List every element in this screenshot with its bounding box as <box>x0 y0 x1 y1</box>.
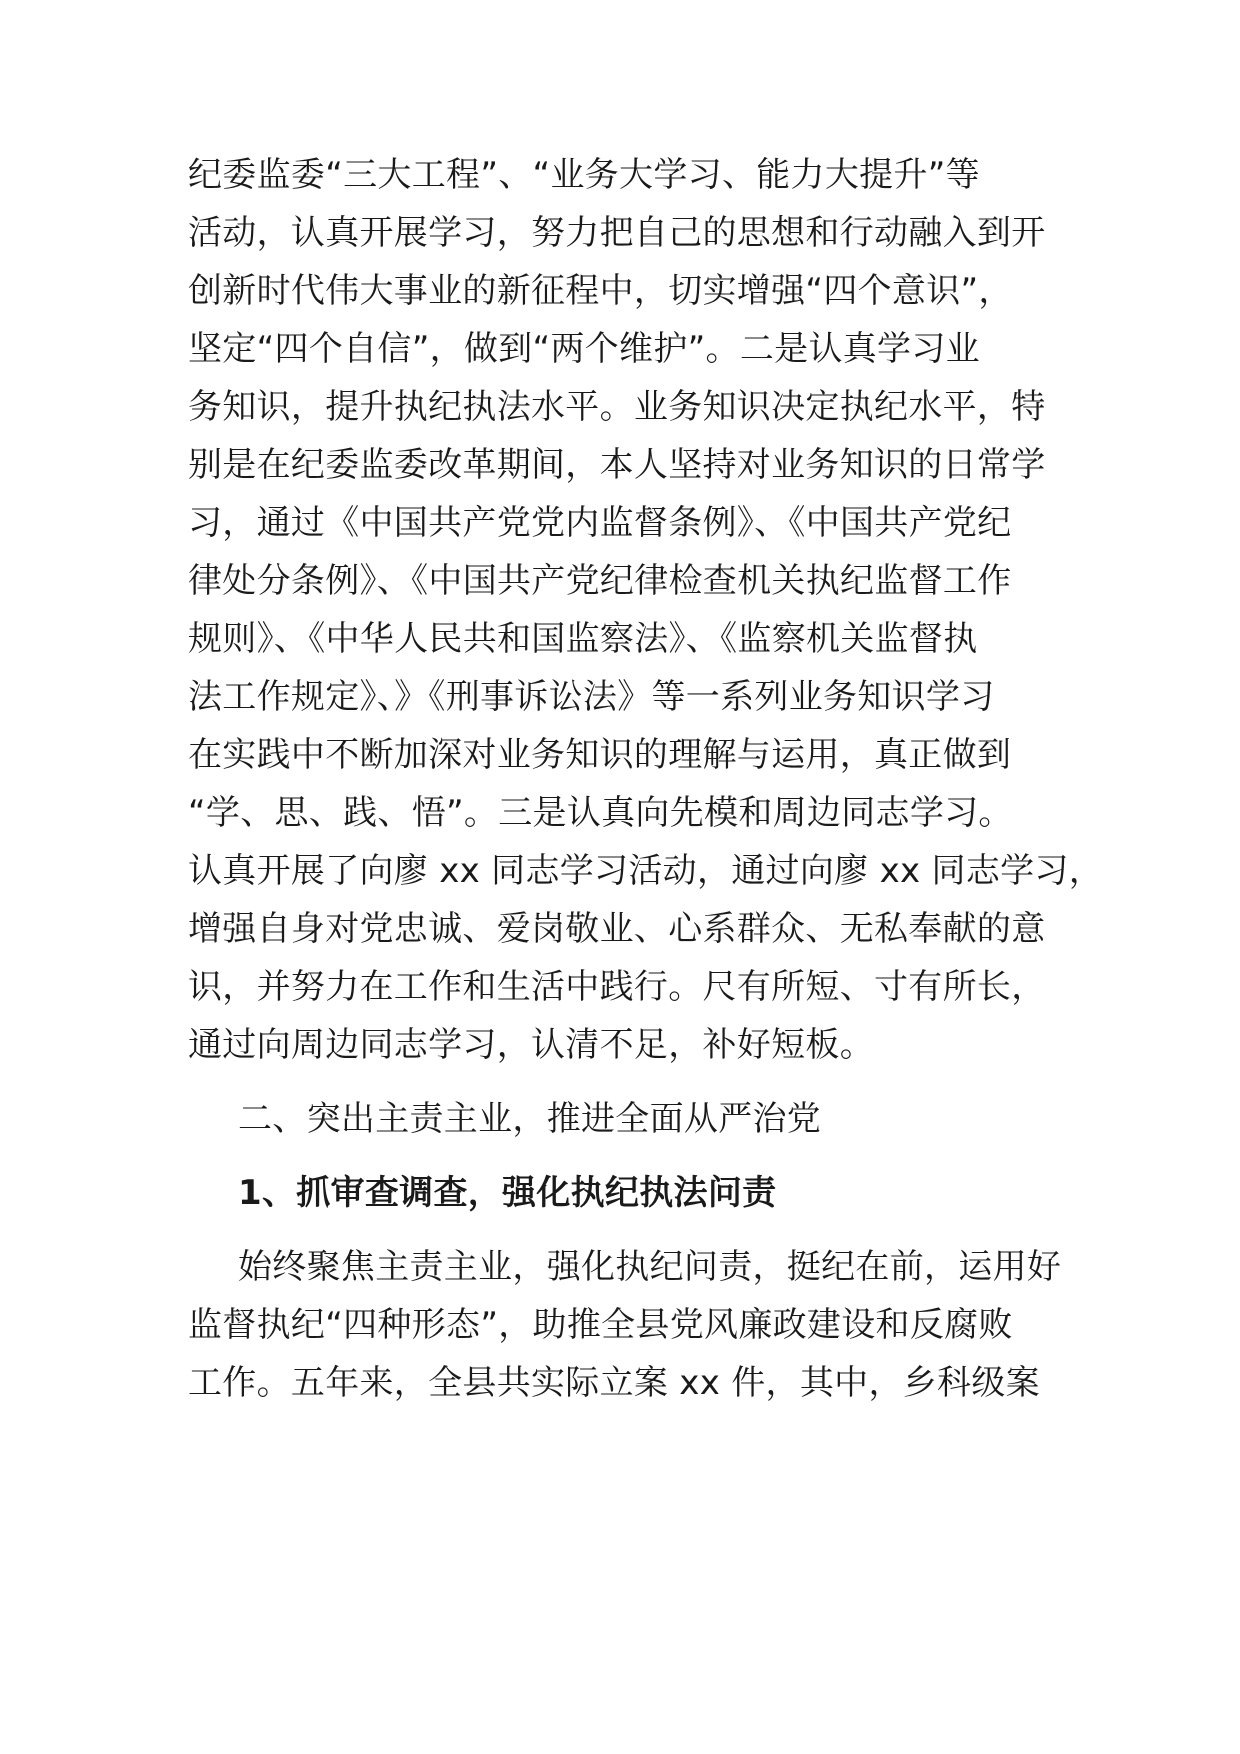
text-line: 别是在纪委监委改革期间，本人坚持对业务知识的日常学 <box>188 445 1046 485</box>
text-line: 坚定“四个自信”，做到“两个维护”。二是认真学习业 <box>188 329 980 369</box>
text-line: 规则》、《中华人民共和国监察法》、《监察机关监督执 <box>188 619 978 659</box>
text-line: 务知识，提升执纪执法水平。业务知识决定执纪水平，特 <box>188 387 1046 427</box>
text-line: 监督执纪“四种形态”，助推全县党风廉政建设和反腐败 <box>188 1305 1013 1345</box>
subheading: 1、抓审查调查，强化执纪执法问责 <box>238 1173 777 1213</box>
text-line: 识，并努力在工作和生活中践行。尺有所短、寸有所长， <box>188 967 1046 1007</box>
text-line: 活动，认真开展学习，努力把自己的思想和行动融入到开 <box>188 213 1046 253</box>
text-line: 始终聚焦主责主业，强化执纪问责，挺纪在前，运用好 <box>238 1247 1062 1287</box>
text-line: 创新时代伟大事业的新征程中，切实增强“四个意识”， <box>188 271 1013 311</box>
text-line: 纪委监委“三大工程”、“业务大学习、能力大提升”等 <box>188 155 980 195</box>
section-heading: 二、突出主责主业，推进全面从严治党 <box>238 1099 822 1139</box>
text-line: 法工作规定》、》《刑事诉讼法》等一系列业务知识学习 <box>188 677 995 717</box>
text-line: 在实践中不断加深对业务知识的理解与运用，真正做到 <box>188 735 1012 775</box>
text-line: 律处分条例》、《中国共产党纪律检查机关执纪监督工作 <box>188 561 1012 601</box>
text-line: 习，通过《中国共产党党内监督条例》、《中国共产党纪 <box>188 503 1012 543</box>
text-line: 增强自身对党忠诚、爱岗敬业、心系群众、无私奉献的意 <box>188 909 1046 949</box>
text-line: 工作。五年来，全县共实际立案 xx 件，其中，乡科级案 <box>188 1363 1040 1403</box>
text-line: “学、思、践、悟”。三是认真向先模和周边同志学习。 <box>188 793 1013 833</box>
text-line: 通过向周边同志学习，认清不足，补好短板。 <box>188 1025 874 1065</box>
text-line: 认真开展了向廖 xx 同志学习活动，通过向廖 xx 同志学习， <box>188 851 1104 891</box>
